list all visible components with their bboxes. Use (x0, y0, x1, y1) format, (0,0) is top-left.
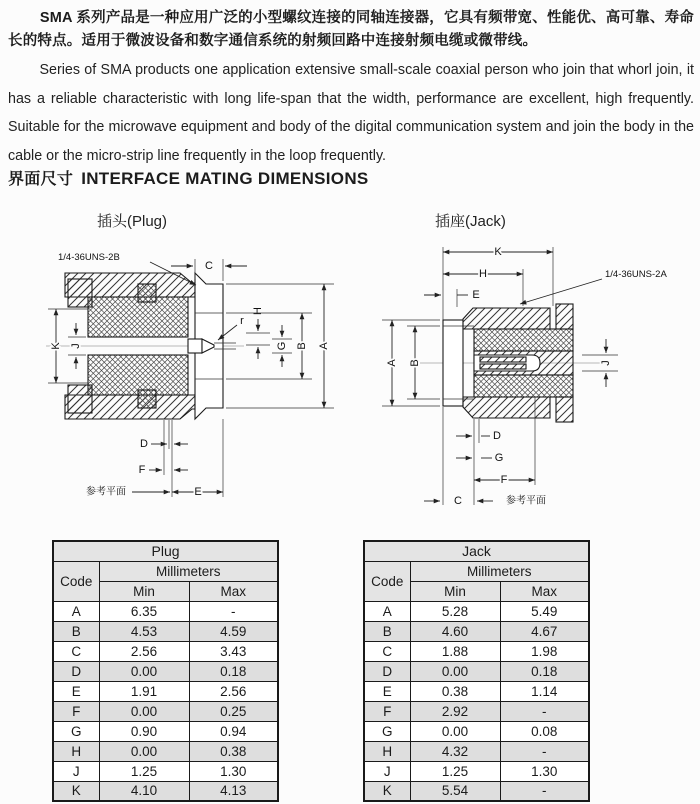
table-row (53, 601, 278, 621)
min-cell: 4.60 (410, 621, 500, 641)
jack-body (420, 304, 600, 422)
dim-label-f: F (500, 474, 508, 486)
dim-label-g: G (494, 452, 504, 464)
jack-socket-contact-bottom (480, 364, 526, 369)
plug-table-body (53, 601, 278, 801)
dim-label-b: B (296, 342, 308, 350)
code-cell: E (364, 681, 410, 701)
max-column-header: Max (500, 581, 589, 601)
max-cell: - (189, 601, 278, 621)
table-row (364, 681, 589, 701)
table-row (53, 761, 278, 781)
plug-hex-block-bottom (68, 385, 92, 413)
section-heading-zh: 界面尺寸 (8, 171, 74, 188)
table-row (364, 761, 589, 781)
jack-lip (443, 320, 463, 406)
dim-label-k: K (50, 342, 62, 350)
min-cell: 0.90 (99, 721, 189, 741)
plug-center-pin (188, 339, 202, 353)
millimeters-header: Millimeters (99, 561, 278, 581)
jack-shell-bottom (463, 397, 550, 418)
max-cell: 0.18 (189, 661, 278, 681)
max-cell: 0.38 (189, 741, 278, 761)
table-row (53, 681, 278, 701)
section-heading-en: INTERFACE MATING DIMENSIONS (81, 169, 369, 188)
plug-gasket-bottom (138, 390, 156, 408)
min-cell: 1.25 (99, 761, 189, 781)
code-cell: B (53, 621, 99, 641)
table-row (53, 781, 278, 801)
plug-dimensions-table (52, 540, 277, 802)
code-cell: A (53, 601, 99, 621)
code-cell: C (364, 641, 410, 661)
table-row (364, 641, 589, 661)
plug-gasket-top (138, 284, 156, 302)
dim-label-a: A (386, 359, 398, 367)
jack-end-block-top (556, 304, 573, 329)
plug-hex-block-top (68, 279, 92, 307)
max-cell: 5.49 (500, 601, 589, 621)
max-cell: - (500, 741, 589, 761)
min-cell: 4.10 (99, 781, 189, 801)
dim-label-h: H (479, 268, 487, 280)
max-cell: 0.18 (500, 661, 589, 681)
jack-thread-leader-line (520, 279, 602, 304)
table-row (364, 701, 589, 721)
max-cell: 1.14 (500, 681, 589, 701)
code-cell: K (364, 781, 410, 801)
code-cell: F (53, 701, 99, 721)
code-cell: J (53, 761, 99, 781)
dim-label-k: K (494, 246, 502, 258)
code-cell: K (53, 781, 99, 801)
max-cell: 4.59 (189, 621, 278, 641)
min-cell: 0.00 (410, 721, 500, 741)
table-row (53, 621, 278, 641)
table-row (53, 721, 278, 741)
table-row (364, 621, 589, 641)
dim-label-h: H (252, 307, 264, 315)
table-row (53, 741, 278, 761)
millimeters-header: Millimeters (410, 561, 589, 581)
min-cell: 0.00 (410, 661, 500, 681)
min-cell: 4.53 (99, 621, 189, 641)
min-cell: 2.92 (410, 701, 500, 721)
dim-label-e: E (472, 289, 480, 301)
dim-label-c: C (454, 495, 462, 507)
max-cell: 2.56 (189, 681, 278, 701)
intro-paragraph-english: Series of SMA products one application extensive small-scale coaxial person who join that whorl join, it has a reliable characteristic with long life-span that the width, performance are excellent, high frequently. Suitable for the microwave equipment and body of the digital communication system and join the body in the cable or the micro-strip line frequently in the loop frequently. (8, 62, 694, 164)
plug-dielectric-bottom (88, 355, 188, 395)
max-cell: 0.08 (500, 721, 589, 741)
min-cell: 1.91 (99, 681, 189, 701)
jack-diagram-title: 插座(Jack) (435, 213, 506, 230)
min-cell: 0.38 (410, 681, 500, 701)
dim-label-c: C (205, 260, 213, 272)
min-cell: 4.32 (410, 741, 500, 761)
dim-label-a: A (318, 342, 330, 350)
jack-thread-label: 1/4-36UNS-2A (605, 269, 667, 280)
code-column-header: Code (364, 561, 410, 601)
dim-label-b: B (409, 359, 421, 367)
code-cell: A (364, 601, 410, 621)
max-cell: 3.43 (189, 641, 278, 661)
min-cell: 0.00 (99, 661, 189, 681)
code-cell: G (364, 721, 410, 741)
dim-label-g: G (276, 341, 288, 351)
code-cell: G (53, 721, 99, 741)
max-column-header: Max (189, 581, 278, 601)
table-row (53, 701, 278, 721)
jack-reference-plane-label: 参考平面 (506, 495, 546, 507)
code-column-header: Code (53, 561, 99, 601)
intro-paragraph-chinese: SMA 系列产品是一种应用广泛的小型螺纹连接的同轴连接器，它具有频带宽、性能优、高可靠、寿命长的特点。适用于微波设备和数字通信系统的射频回路中连接射频电缆或微带线。 (8, 10, 694, 49)
dim-label-d: D (493, 430, 501, 442)
min-cell: 1.88 (410, 641, 500, 661)
plug-cross-section-diagram (30, 233, 350, 509)
max-cell: 0.25 (189, 701, 278, 721)
max-cell: - (500, 701, 589, 721)
code-cell: C (53, 641, 99, 661)
max-cell: 4.13 (189, 781, 278, 801)
min-cell: 5.28 (410, 601, 500, 621)
code-cell: J (364, 761, 410, 781)
code-cell: H (364, 741, 410, 761)
jack-table-body (364, 601, 589, 801)
dim-label-f: F (138, 464, 146, 476)
min-cell: 0.00 (99, 701, 189, 721)
dim-label-d: D (140, 438, 148, 450)
min-cell: 5.54 (410, 781, 500, 801)
min-cell: 2.56 (99, 641, 189, 661)
min-cell: 1.25 (410, 761, 500, 781)
table-row (53, 661, 278, 681)
table-row (53, 641, 278, 661)
max-cell: - (500, 781, 589, 801)
min-column-header: Min (410, 581, 500, 601)
min-cell: 6.35 (99, 601, 189, 621)
plug-reference-plane-label: 参考平面 (86, 486, 126, 498)
max-cell: 0.94 (189, 721, 278, 741)
table-row (364, 661, 589, 681)
table-row (364, 601, 589, 621)
dim-label-e: E (194, 486, 202, 498)
jack-dielectric-top (474, 329, 573, 351)
jack-dielectric-bottom (474, 375, 573, 397)
table-row (364, 741, 589, 761)
code-cell: E (53, 681, 99, 701)
jack-socket-contact-top (480, 357, 526, 362)
max-cell: 1.30 (189, 761, 278, 781)
plug-table-title: Plug (53, 541, 278, 561)
dim-label-j: J (600, 360, 612, 366)
jack-table-title: Jack (364, 541, 589, 561)
code-cell: D (364, 661, 410, 681)
table-row (364, 781, 589, 801)
jack-dimensions-table (363, 540, 588, 802)
dim-label-r: r (240, 315, 244, 327)
max-cell: 4.67 (500, 621, 589, 641)
jack-cross-section-diagram (360, 233, 690, 509)
min-column-header: Min (99, 581, 189, 601)
min-cell: 0.00 (99, 741, 189, 761)
plug-dielectric-top (88, 297, 188, 337)
max-cell: 1.30 (500, 761, 589, 781)
max-cell: 1.98 (500, 641, 589, 661)
plug-thread-label: 1/4-36UNS-2B (58, 252, 120, 263)
code-cell: H (53, 741, 99, 761)
jack-end-block-bottom (556, 397, 573, 422)
plug-diagram-title: 插头(Plug) (97, 213, 168, 230)
table-row (364, 721, 589, 741)
code-cell: D (53, 661, 99, 681)
code-cell: B (364, 621, 410, 641)
dim-label-j: J (70, 343, 82, 349)
section-heading (8, 166, 369, 189)
jack-shell-top (463, 308, 550, 329)
code-cell: F (364, 701, 410, 721)
